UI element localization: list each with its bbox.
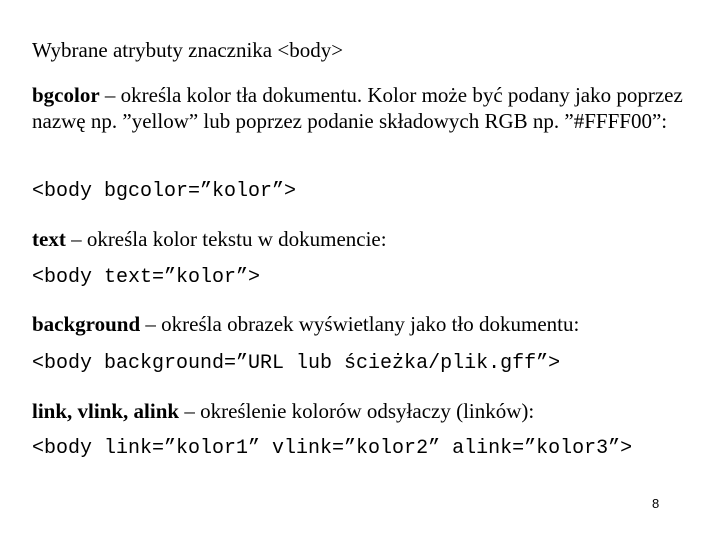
attribute-description-text: – określa obrazek wyświetlany jako tło dokumentu: xyxy=(140,312,580,336)
attribute-term: link, vlink, alink xyxy=(32,399,180,423)
attribute-text-description xyxy=(32,226,702,252)
code-example-bgcolor: <body bgcolor=”kolor”> xyxy=(32,180,297,203)
attribute-description-text: – określa kolor tła dokumentu. Kolor może być podany jako poprzez nazwę np. ”yellow” lub poprzez podanie składowych RGB np. ”#FFFF00”: xyxy=(32,83,683,133)
slide-title: Wybrane atrybuty znacznika <body> xyxy=(32,38,344,62)
attribute-term: bgcolor xyxy=(32,83,100,107)
code-example-background: <body background=”URL lub ścieżka/plik.gff”> xyxy=(32,352,561,375)
attribute-link-description xyxy=(32,398,702,424)
code-example-text: <body text=”kolor”> xyxy=(32,266,261,289)
code-example-link: <body link=”kolor1” vlink=”kolor2” alink=”kolor3”> xyxy=(32,437,633,460)
attribute-description-text: – określa kolor tekstu w dokumencie: xyxy=(65,227,387,251)
attribute-term: background xyxy=(32,312,141,336)
attribute-description-text: – określenie kolorów odsyłaczy (linków): xyxy=(179,399,535,423)
page-number: 8 xyxy=(652,496,660,511)
attribute-term: text xyxy=(32,227,66,251)
attribute-background-description xyxy=(32,311,702,337)
attribute-bgcolor-description xyxy=(32,82,702,134)
